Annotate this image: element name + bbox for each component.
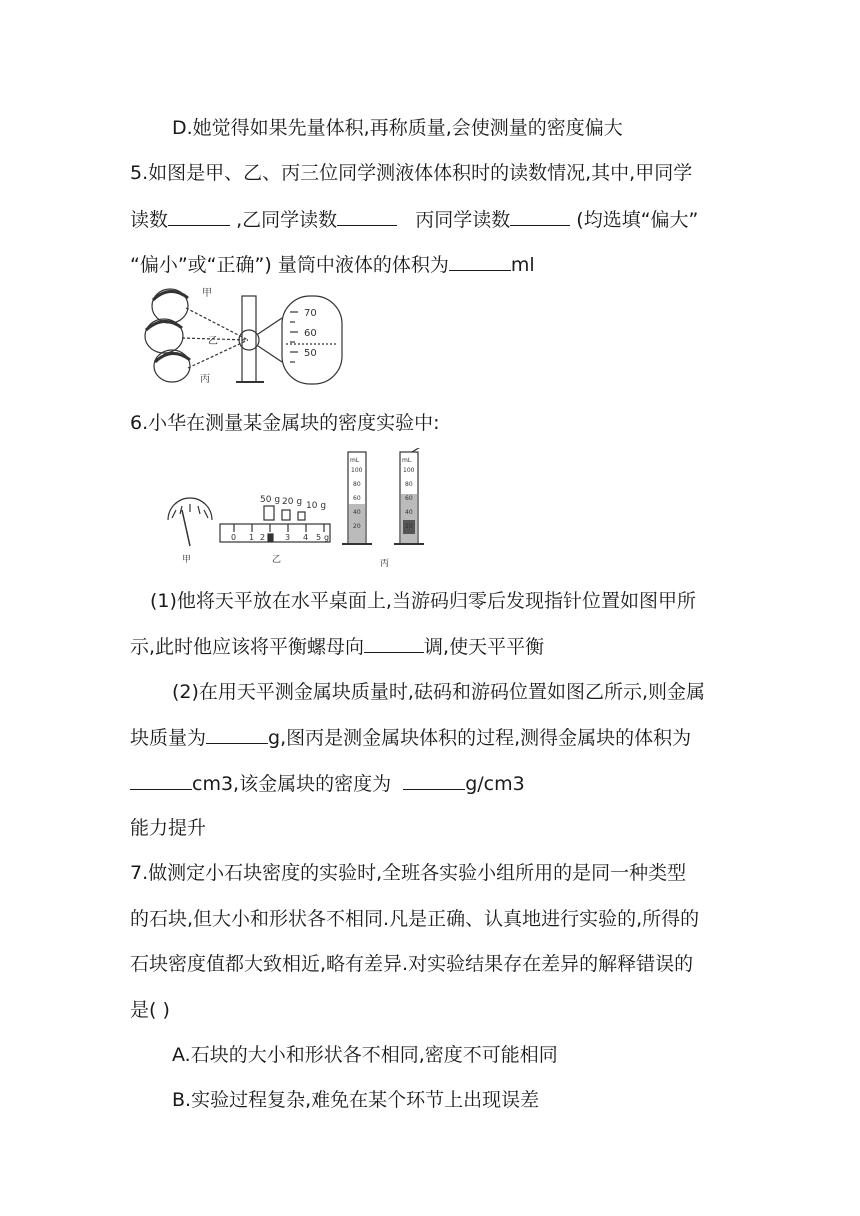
- weight-10g: [298, 512, 305, 520]
- weight-10g-label: 10 g: [306, 501, 327, 511]
- q7-stem-line2: 的石块,但大小和形状各不相同.凡是正确、认真地进行实验的,所得的: [130, 908, 700, 930]
- rider: [268, 534, 273, 541]
- ruler-tick-2: 2: [260, 533, 266, 542]
- q6-part1-line2: 示,此时他应该将平衡螺母向 调,使天平平衡: [130, 636, 545, 658]
- q7-stem-line3: 石块密度值都大致相近,略有差异.对实验结果存在差异的解释错误的: [130, 953, 694, 975]
- label-bing: 丙: [380, 559, 390, 568]
- cyl2-tick-100: 100: [403, 467, 415, 474]
- label-yi: 乙: [208, 336, 218, 347]
- graduated-cylinder: [242, 296, 256, 382]
- weight-50g: [264, 506, 274, 520]
- cyl2-tick-80: 80: [405, 481, 413, 488]
- ruler-tick-4: 4: [303, 533, 309, 542]
- q6-part2-line2: 块质量为 g,图丙是测金属块体积的过程,测得金属块的体积为: [130, 727, 692, 749]
- label-bing: 丙: [200, 374, 210, 385]
- q6-figure: [160, 448, 440, 568]
- rider-ruler: [220, 524, 330, 542]
- q7-stem-line4: 是( ): [130, 999, 170, 1021]
- q7-option-a[interactable]: A.石块的大小和形状各不相同,密度不可能相同: [172, 1044, 558, 1066]
- cyl-tick-60: 60: [353, 495, 361, 502]
- q5-stem-line1: 5.如图是甲、乙、丙三位同学测液体体积时的读数情况,其中,甲同学: [130, 162, 693, 184]
- ruler-tick-5: 5: [316, 533, 322, 542]
- ruler-tick-3: 3: [285, 533, 291, 542]
- tick-70: 70: [304, 308, 317, 319]
- label-jia: 甲: [182, 555, 192, 565]
- tick-60: 60: [304, 328, 317, 339]
- q6-part2-line1: (2)在用天平测金属块质量时,砝码和游码位置如图乙所示,则金属: [172, 681, 705, 703]
- answer-blank[interactable]: [510, 207, 570, 226]
- answer-blank[interactable]: [364, 634, 424, 653]
- answer-blank[interactable]: [337, 207, 397, 226]
- q6-part2-line3: cm3,该金属块的密度为 g/cm3: [130, 771, 525, 796]
- tick-50: 50: [304, 348, 317, 359]
- q6-part1-line1: (1)他将天平放在水平桌面上,当游码归零后发现指针位置如图甲所: [150, 590, 696, 612]
- section-title: 能力提升: [130, 817, 207, 839]
- cylinder-unit: mL: [350, 457, 360, 464]
- cyl2-tick-40: 40: [405, 509, 413, 516]
- cyl2-tick-60: 60: [405, 495, 413, 502]
- ruler-tick-0: 0: [231, 533, 237, 542]
- answer-blank[interactable]: [206, 725, 268, 744]
- q7-option-b[interactable]: B.实验过程复杂,难免在某个环节上出现误差: [172, 1089, 540, 1111]
- q5-stem-line2: 读数 ,乙同学读数 丙同学读数 (均选填“偏大”: [130, 209, 699, 231]
- q6-stem: 6.小华在测量某金属块的密度实验中:: [130, 412, 440, 434]
- cyl-tick-80: 80: [353, 481, 361, 488]
- answer-blank[interactable]: [449, 252, 511, 271]
- ruler-tick-1: 1: [249, 533, 255, 542]
- weight-20g: [282, 510, 290, 520]
- q4-option-d: D.她觉得如果先量体积,再称质量,会使测量的密度偏大: [172, 117, 623, 139]
- q5-figure: [140, 282, 360, 394]
- cyl-tick-20: 20: [353, 523, 361, 530]
- answer-blank[interactable]: [130, 771, 192, 790]
- weight-50g-label: 50 g: [260, 495, 281, 505]
- answer-blank[interactable]: [168, 207, 230, 226]
- cyl-tick-100: 100: [351, 467, 363, 474]
- cyl-tick-40: 40: [353, 509, 361, 516]
- q5-stem-line3: “偏小”或“正确”) 量筒中液体的体积为 ml: [130, 254, 535, 276]
- weight-20g-label: 20 g: [282, 497, 303, 507]
- label-yi: 乙: [272, 555, 282, 565]
- ruler-unit: g: [324, 533, 330, 542]
- cyl2-tick-20: 20: [405, 523, 413, 530]
- label-jia: 甲: [202, 288, 212, 299]
- q7-stem-line1: 7.做测定小石块密度的实验时,全班各实验小组所用的是同一种类型: [130, 862, 687, 884]
- balance-pointer: [182, 510, 190, 546]
- cylinder-unit-2: mL: [402, 457, 412, 464]
- answer-blank[interactable]: [403, 771, 465, 790]
